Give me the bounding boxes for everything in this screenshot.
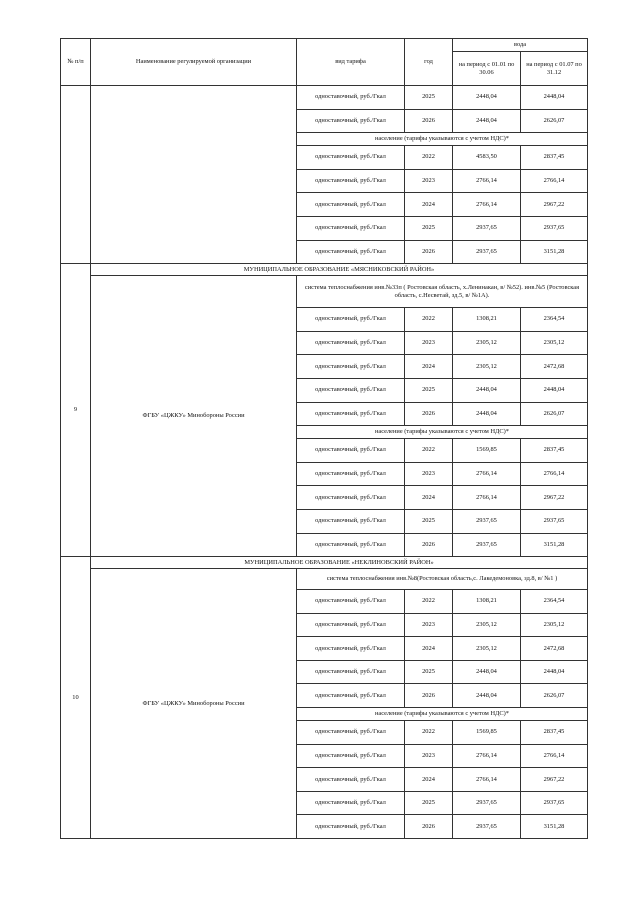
period-2-value: 2837,45: [521, 439, 588, 463]
tariff-type-cell: одноставочный, руб./Гкал: [297, 684, 405, 708]
tariff-type-cell: одноставочный, руб./Гкал: [297, 216, 405, 240]
year-cell: 2026: [405, 109, 453, 133]
period-2-value: 3151,28: [521, 533, 588, 557]
year-cell: 2024: [405, 486, 453, 510]
tariff-table: [60, 38, 588, 839]
period-1-value: 2305,12: [453, 355, 521, 379]
period-2-value: 2364,54: [521, 308, 588, 332]
tariff-type-cell: одноставочный, руб./Гкал: [297, 791, 405, 815]
period-1-value: 2766,14: [453, 462, 521, 486]
year-cell: 2025: [405, 660, 453, 684]
header-water: вода: [453, 39, 588, 52]
period-2-value: 3151,28: [521, 240, 588, 264]
period-2-value: 2837,45: [521, 146, 588, 170]
period-1-value: 2448,04: [453, 378, 521, 402]
tariff-type-cell: одноставочный, руб./Гкал: [297, 146, 405, 170]
tariff-type-cell: одноставочный, руб./Гкал: [297, 744, 405, 768]
year-cell: 2024: [405, 768, 453, 792]
period-2-value: 2626,07: [521, 402, 588, 426]
municipality-title: МУНИЦИПАЛЬНОЕ ОБРАЗОВАНИЕ «МЯСНИКОВСКИЙ РАЙОН»: [91, 264, 588, 276]
municipality-row: [61, 264, 588, 276]
year-cell: 2022: [405, 721, 453, 745]
year-cell: 2022: [405, 146, 453, 170]
header-num: № п/п: [61, 39, 91, 86]
period-2-value: 2937,65: [521, 216, 588, 240]
period-1-value: 2937,65: [453, 216, 521, 240]
header-period-2: на период с 01.07 по 31.12: [521, 52, 588, 86]
tariff-type-cell: одноставочный, руб./Гкал: [297, 193, 405, 217]
period-2-value: 2766,14: [521, 462, 588, 486]
period-2-value: 2626,07: [521, 109, 588, 133]
organization-name: ФГБУ «ЦЖКУ» Минобороны России: [91, 276, 297, 557]
tariff-type-cell: одноставочный, руб./Гкал: [297, 378, 405, 402]
period-2-value: 2937,65: [521, 509, 588, 533]
period-2-value: 3151,28: [521, 815, 588, 839]
tariff-type-cell: одноставочный, руб./Гкал: [297, 331, 405, 355]
tariff-type-cell: одноставочный, руб./Гкал: [297, 590, 405, 614]
year-cell: 2022: [405, 308, 453, 332]
municipality-title: МУНИЦИПАЛЬНОЕ ОБРАЗОВАНИЕ «НЕКЛИНОВСКИЙ РАЙОН»: [91, 557, 588, 569]
period-2-value: 2937,65: [521, 791, 588, 815]
period-1-value: 1569,85: [453, 439, 521, 463]
population-note: население (тарифы указываются с учетом НДС)*: [297, 708, 588, 721]
period-1-value: 1308,21: [453, 308, 521, 332]
period-1-value: 2766,14: [453, 193, 521, 217]
period-2-value: 2967,22: [521, 193, 588, 217]
year-cell: 2023: [405, 331, 453, 355]
period-1-value: 2448,04: [453, 86, 521, 110]
tariff-type-cell: одноставочный, руб./Гкал: [297, 439, 405, 463]
year-cell: 2026: [405, 240, 453, 264]
heat-system-row: [61, 569, 588, 590]
year-cell: 2025: [405, 216, 453, 240]
period-2-value: 2766,14: [521, 169, 588, 193]
table-body: [61, 86, 588, 839]
period-1-value: 2448,04: [453, 684, 521, 708]
tariff-type-cell: одноставочный, руб./Гкал: [297, 486, 405, 510]
tariff-type-cell: одноставочный, руб./Гкал: [297, 637, 405, 661]
tariff-type-cell: одноставочный, руб./Гкал: [297, 402, 405, 426]
period-2-value: 2626,07: [521, 684, 588, 708]
tariff-type-cell: одноставочный, руб./Гкал: [297, 355, 405, 379]
organization-name: ФГБУ «ЦЖКУ» Минобороны России: [91, 569, 297, 839]
period-2-value: 2305,12: [521, 613, 588, 637]
period-1-value: 2937,65: [453, 791, 521, 815]
year-cell: 2024: [405, 637, 453, 661]
tariff-type-cell: одноставочный, руб./Гкал: [297, 509, 405, 533]
period-1-value: 2937,65: [453, 509, 521, 533]
period-2-value: 2967,22: [521, 768, 588, 792]
period-1-value: 2937,65: [453, 533, 521, 557]
period-2-value: 2305,12: [521, 331, 588, 355]
period-1-value: 2448,04: [453, 402, 521, 426]
period-2-value: 2472,68: [521, 355, 588, 379]
section-number: 10: [61, 557, 91, 839]
tariff-type-cell: одноставочный, руб./Гкал: [297, 768, 405, 792]
period-1-value: 2766,14: [453, 768, 521, 792]
year-cell: 2024: [405, 193, 453, 217]
year-cell: 2024: [405, 355, 453, 379]
period-2-value: 2448,04: [521, 86, 588, 110]
header-tariff-type: вид тарифа: [297, 39, 405, 86]
tariff-type-cell: одноставочный, руб./Гкал: [297, 462, 405, 486]
heat-system-row: [61, 276, 588, 308]
population-note: население (тарифы указываются с учетом НДС)*: [297, 133, 588, 146]
continued-num-cell: [61, 86, 91, 264]
period-1-value: 1569,85: [453, 721, 521, 745]
year-cell: 2023: [405, 613, 453, 637]
period-1-value: 2937,65: [453, 240, 521, 264]
year-cell: 2022: [405, 590, 453, 614]
year-cell: 2025: [405, 791, 453, 815]
year-cell: 2022: [405, 439, 453, 463]
year-cell: 2023: [405, 744, 453, 768]
period-1-value: 2937,65: [453, 815, 521, 839]
tariff-type-cell: одноставочный, руб./Гкал: [297, 169, 405, 193]
period-2-value: 2837,45: [521, 721, 588, 745]
year-cell: 2026: [405, 684, 453, 708]
population-note: население (тарифы указываются с учетом НДС)*: [297, 426, 588, 439]
period-1-value: 2766,14: [453, 169, 521, 193]
period-1-value: 2305,12: [453, 637, 521, 661]
period-2-value: 2448,04: [521, 378, 588, 402]
year-cell: 2026: [405, 402, 453, 426]
year-cell: 2026: [405, 533, 453, 557]
tariff-type-cell: одноставочный, руб./Гкал: [297, 308, 405, 332]
tariff-type-cell: одноставочный, руб./Гкал: [297, 613, 405, 637]
tariff-type-cell: одноставочный, руб./Гкал: [297, 86, 405, 110]
header-period-1: на период с 01.01 по 30.06: [453, 52, 521, 86]
period-2-value: 2766,14: [521, 744, 588, 768]
period-2-value: 2472,68: [521, 637, 588, 661]
period-1-value: 2448,04: [453, 660, 521, 684]
period-1-value: 1308,21: [453, 590, 521, 614]
year-cell: 2025: [405, 86, 453, 110]
tariff-type-cell: одноставочный, руб./Гкал: [297, 240, 405, 264]
period-1-value: 2448,04: [453, 109, 521, 133]
header-org: Наименование регулируемой организации: [91, 39, 297, 86]
period-1-value: 2305,12: [453, 331, 521, 355]
period-2-value: 2364,54: [521, 590, 588, 614]
table-row: [61, 86, 588, 110]
period-1-value: 4583,50: [453, 146, 521, 170]
year-cell: 2025: [405, 509, 453, 533]
year-cell: 2026: [405, 815, 453, 839]
tariff-type-cell: одноставочный, руб./Гкал: [297, 109, 405, 133]
continued-org-cell: [91, 86, 297, 264]
period-1-value: 2305,12: [453, 613, 521, 637]
year-cell: 2023: [405, 462, 453, 486]
municipality-row: [61, 557, 588, 569]
section-number: 9: [61, 264, 91, 557]
period-1-value: 2766,14: [453, 744, 521, 768]
heat-system-description: система теплоснабжения инв.№8(Ростовская область,с. Лакедемоновка, зд.8, в/ №1 ): [297, 569, 588, 590]
period-2-value: 2967,22: [521, 486, 588, 510]
tariff-type-cell: одноставочный, руб./Гкал: [297, 533, 405, 557]
tariff-type-cell: одноставочный, руб./Гкал: [297, 721, 405, 745]
year-cell: 2025: [405, 378, 453, 402]
year-cell: 2023: [405, 169, 453, 193]
period-1-value: 2766,14: [453, 486, 521, 510]
heat-system-description: система теплоснабжения инв.№33п ( Ростовская область, х.Ленинакан, в/ №52). инв.№5 (Ростовская область, с.Несветай, зд.5, в/ №1А).: [297, 276, 588, 308]
tariff-type-cell: одноставочный, руб./Гкал: [297, 660, 405, 684]
header-year: год: [405, 39, 453, 86]
period-2-value: 2448,04: [521, 660, 588, 684]
tariff-type-cell: одноставочный, руб./Гкал: [297, 815, 405, 839]
